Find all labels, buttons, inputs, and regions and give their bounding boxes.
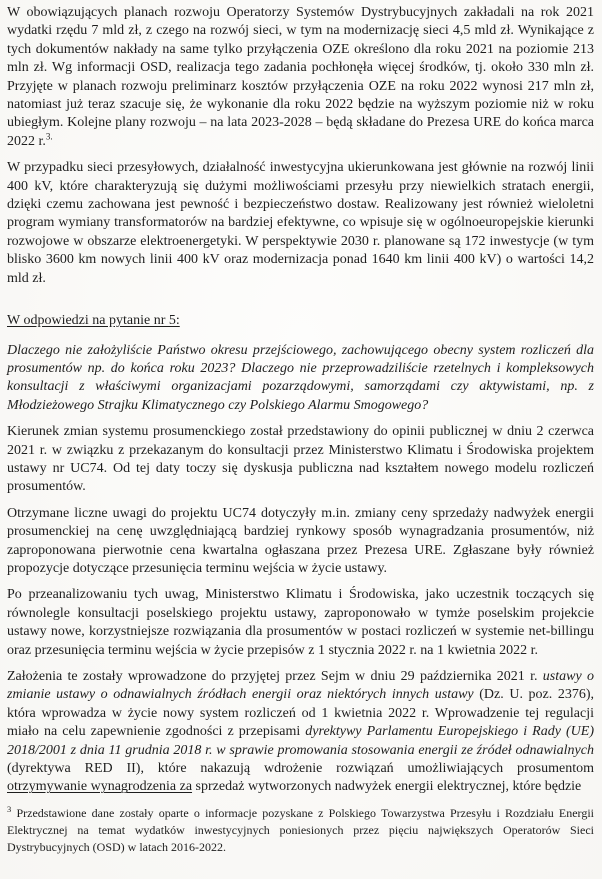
footnote-3	[7, 805, 594, 856]
footnote-reference-3: 3.	[45, 131, 53, 142]
sejm-act-run-journal-ref: (Dz. U. poz. 2376), która wprowadza w życie nowy system rozliczeń od 1 kwietnia 2022 r. Wprowadzenie tej regulacji miało na celu zapewnienie zgodności z przepisami	[7, 687, 594, 740]
paragraph-osd-investment-plans-text: W obowiązujących planach rozwoju Operatorzy Systemów Dystrybucyjnych zakładali na rok 2021 wydatki rzędu 7 mld zł, z czego na rozwój sieci, w tym na modernizację sieci 4,5 mld zł. Wynikające z tych dokumentów nakłady na same tylko przyłączenia OZE określono dla roku 2021 na poziomie 213 mln zł. Wg informacji OSD, realizacja tego zadania pochłonęła więcej środków, tj. około 330 mln zł. Przyjęte w planach rozwoju preliminarz kosztów przyłączenia OZE na roku 2022 wynosi 217 mln zł, natomiast już teraz szacuje się, że wykonanie dla roku 2022 będzie na wyższym poziomie niż w roku ubiegłym. Kolejne plany rozwoju – na lata 2023-2028 – będą składane do Prezesa URE do końca marca 2022 r.	[7, 5, 594, 149]
footnote-3-marker: 3	[7, 803, 12, 814]
section-heading-answer-question-5: W odpowiedzi na pytanie nr 5:	[7, 313, 180, 329]
paragraph-prosumer-system-direction: Kierunek zmian systemu prosumenckiego został przedstawiony do opinii publicznej w dniu 2 czerwca 2021 r. w związku z przekazanym do konsultacji przez Ministerstwo Klimatu i Środowiska projektem ustawy nr UC74. Od tej daty toczy się dyskusja publiczna nad kształtem nowego modelu rozliczeń prosumentów.	[7, 424, 594, 495]
sejm-act-run-remuneration-underlined: otrzymywanie wynagrodzenia za	[7, 779, 193, 795]
sejm-act-run-red2: (dyrektywa RED II), które nakazują wdrożenie rozwiązań umożliwiających prosumentom	[7, 761, 594, 777]
footnote-3-text: Przedstawione dane zostały oparte o informacje pozyskane z Polskiego Towarzystwa Przesyłu i Rozdziału Energii Elektrycznej na temat wydatków inwestycyjnych poniesionych przez pięciu największych Operatorów Sieci Dystrybucyjnych (OSD) w latach 2016-2022.	[7, 805, 594, 854]
sejm-act-run-closing: sprzedaż wytworzonych nadwyżek energii elektrycznej, które będzie	[192, 779, 582, 795]
paragraph-sejm-act-adoption	[7, 668, 594, 797]
paragraph-uc74-comments: Otrzymane liczne uwagi do projektu UC74 dotyczyły m.in. zmiany ceny sprzedaży nadwyżek energii prosumenckiej na cenę uwzględniającą bardziej rynkowy sposób wynagradzania prosumentów, niż zaproponowana pierwotnie cena kwartalna ogłaszana przez Prezesa URE. Zgłaszane były również propozycje dotyczące przesunięcia terminu wejścia w życie ustawy.	[7, 505, 594, 576]
paragraph-quoted-question: Dlaczego nie założyliście Państwo okresu przejściowego, zachowującego obecny system rozliczeń dla prosumentów np. do końca roku 2023? Dlaczego nie przeprowadziliście rzetelnych i kompleksowych konsultacji z właściwymi organizacjami pozarządowymi, samorządami czy aktywistami, np. z Młodzieżowego Strajku Klimatycznego czy Polskiego Alarmu Smogowego?	[7, 342, 594, 413]
paragraph-net-billing-proposal: Po przeanalizowaniu tych uwag, Ministerstwo Klimatu i Środowiska, jako uczestnik toczących się równolegle konsultacji poselskiego projektu ustawy, zaproponowało w tymże poselskim projekcie ustawy nowe, korzystniejsze rozwiązania dla prosumentów w postaci rozliczeń w systemie net-billingu oraz przesunięcia terminu wejścia w życie przepisów z 1 stycznia 2022 r. na 1 kwietnia 2022 r.	[7, 587, 594, 658]
paragraph-transmission-network: W przypadku sieci przesyłowych, działalność inwestycyjna ukierunkowana jest głównie na rozwój linii 400 kV, które charakteryzują się dużymi możliwościami przesyłu przy niewielkich stratach energii, dzięki czemu zachowana jest pewność i bezpieczeństwo dostaw. Realizowany jest również wieloletni program wymiany transformatorów na bardziej efektywne, co wpisuje się w ogólnoeuropejskie kierunki rozwojowe w obszarze elektroenergetyki. W perspektywie 2030 r. planowane są 172 inwestycje (w tym blisko 3600 km nowych linii 400 kV oraz modernizacja ponad 1640 km linii 400 kV) o wartości 14,2 mld zł.	[7, 160, 594, 286]
paragraph-osd-investment-plans	[7, 4, 594, 151]
sejm-act-run-intro: Założenia te zostały wprowadzone do przyjętej przez Sejm w dniu 29 października 2021 r.	[7, 669, 543, 684]
sejm-act-run-directive-title: dyrektywy Parlamentu Europejskiego i Rady (UE) 2018/2001 z dnia 11 grudnia 2018 r. w sprawie promowania stosowania energii ze źródeł odnawialnych	[7, 724, 594, 758]
sejm-act-run-act-title: ustawy o zmianie ustawy o odnawialnych źródłach energii oraz niektórych innych ustawy	[7, 669, 594, 703]
